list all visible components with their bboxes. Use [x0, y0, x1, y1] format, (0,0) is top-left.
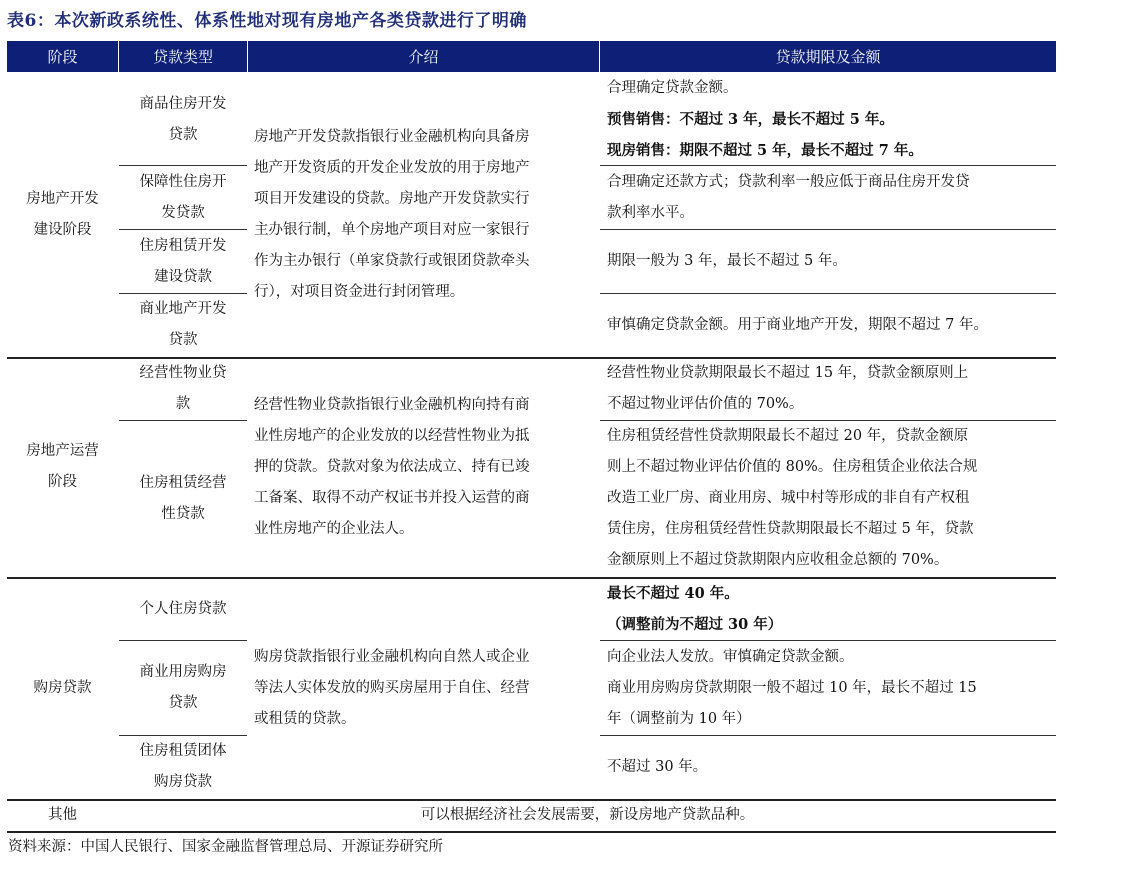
loan-type-cell — [119, 166, 247, 229]
other-text: 可以根据经济社会发展需要，新设房地产贷款品种。 — [420, 806, 755, 823]
cell-divider — [600, 640, 1056, 641]
cell-divider — [600, 229, 1056, 230]
term-line: 合理确定还款方式；贷款利率一般应低于商品住房开发贷 — [607, 173, 970, 190]
intro-line: 等法人实体发放的购买房屋用于自住、经营 — [254, 679, 530, 696]
other-text-cell — [119, 800, 1056, 830]
loan-type-text: 购房贷款 — [154, 774, 212, 790]
cell-divider — [119, 293, 247, 294]
intro-cell — [254, 358, 599, 576]
intro-line: 或租赁的贷款。 — [254, 710, 356, 727]
cell-divider — [600, 165, 1056, 166]
term-line: 商业用房购房贷款期限一般不超过 10 年，最长不超过 15 — [607, 679, 977, 696]
loan-type-text: 建设贷款 — [154, 268, 212, 285]
term-line: 不超过物业评估价值的 70%。 — [607, 396, 804, 412]
cell-divider — [600, 420, 1056, 421]
term-cell — [607, 166, 1056, 229]
intro-line: 地产开发资质的开发企业发放的用于房地产 — [254, 160, 530, 176]
loan-type-text: 发贷款 — [161, 204, 205, 221]
term-line: （调整前为不超过 30 年） — [607, 616, 783, 633]
term-line: 期限一般为 3 年，最长不超过 5 年。 — [607, 253, 847, 269]
term-cell — [607, 736, 1056, 798]
cell-divider — [119, 420, 247, 421]
loan-type-cell — [119, 294, 247, 356]
term-cell — [607, 230, 1056, 293]
term-line: 住房租赁经营性贷款期限最长不超过 20 年，贷款金额原 — [607, 428, 969, 444]
cell-divider — [119, 640, 247, 641]
header-term-amount: 贷款期限及金额 — [600, 41, 1056, 72]
loan-type-text: 经营性物业贷 — [139, 365, 227, 381]
stage-text: 房地产开发 — [26, 191, 99, 207]
term-line: 赁住房，住房租赁经营性贷款期限最长不超过 5 年，贷款 — [607, 521, 974, 537]
loan-type-text: 商业地产开发 — [139, 301, 227, 317]
row-divider — [7, 577, 1056, 579]
term-cell — [607, 578, 1056, 640]
stage-cell — [7, 578, 118, 798]
loan-type-text: 商业用房购房 — [139, 664, 227, 680]
intro-line: 房地产开发贷款指银行业金融机构向具备房 — [254, 129, 530, 145]
cell-divider — [119, 735, 247, 736]
term-line: 经营性物业贷款期限最长不超过 15 年，贷款金额原则上 — [607, 365, 969, 381]
loan-type-cell — [119, 736, 247, 798]
cell-divider — [119, 165, 247, 166]
loan-type-text: 款 — [175, 396, 191, 412]
term-cell — [607, 74, 1056, 165]
loan-type-cell — [119, 74, 247, 165]
header-loan-type: 贷款类型 — [119, 41, 247, 72]
term-line: 审慎确定贷款金额。用于商业地产开发，期限不超过 7 年。 — [607, 316, 988, 333]
cell-divider — [600, 293, 1056, 294]
intro-line: 项目开发建设的贷款。房地产开发贷款实行 — [254, 191, 530, 207]
term-line: 向企业法人发放。审慎确定贷款金额。 — [607, 648, 854, 665]
intro-line: 主办银行制，单个房地产项目对应一家银行 — [254, 222, 530, 238]
term-line: 现房销售：期限不超过 5 年，最长不超过 7 年。 — [607, 142, 923, 159]
term-cell — [607, 294, 1056, 356]
intro-line: 经营性物业贷款指银行业金融机构向持有商 — [254, 396, 530, 413]
cell-divider — [600, 735, 1056, 736]
term-line: 款利率水平。 — [607, 204, 694, 221]
loan-type-text: 住房租赁开发 — [139, 237, 227, 254]
loan-type-text: 住房租赁经营 — [139, 474, 227, 491]
loan-type-text: 商品住房开发 — [139, 95, 227, 112]
intro-line: 业性房地产的企业发放的以经营性物业为抵 — [254, 427, 530, 444]
loan-type-cell — [119, 421, 247, 576]
source-note: 资料来源：中国人民银行、国家金融监督管理总局、开源证券研究所 — [8, 839, 443, 855]
intro-line: 押的贷款。贷款对象为依法成立、持有已竣 — [254, 458, 530, 475]
intro-line: 工备案、取得不动产权证书并投入运营的商 — [254, 489, 530, 506]
loan-type-text: 住房租赁团体 — [139, 743, 227, 759]
cell-divider — [119, 229, 247, 230]
loan-type-cell — [119, 578, 247, 640]
loan-type-text: 贷款 — [168, 126, 198, 143]
stage-text: 房地产运营 — [26, 443, 99, 459]
term-line: 改造工业厂房、商业用房、城中村等形成的非自有产权租 — [607, 490, 970, 506]
loan-type-text: 贷款 — [168, 695, 198, 711]
table-title: 表6：本次新政系统性、体系性地对现有房地产各类贷款进行了明确 — [7, 11, 527, 31]
term-line: 年（调整前为 10 年） — [607, 710, 751, 727]
loan-type-cell — [119, 641, 247, 735]
header-intro: 介绍 — [248, 41, 599, 72]
intro-line: 业性房地产的企业法人。 — [254, 520, 414, 537]
term-cell — [607, 358, 1056, 420]
stage-cell — [7, 74, 118, 356]
stage-text: 其他 — [48, 806, 77, 823]
stage-text: 建设阶段 — [33, 222, 92, 238]
intro-cell — [254, 578, 599, 798]
term-cell — [607, 641, 1056, 735]
row-divider — [7, 799, 1056, 801]
term-line: 最长不超过 40 年。 — [607, 585, 739, 602]
header-stage: 阶段 — [7, 41, 118, 72]
intro-line: 行），对项目资金进行封闭管理。 — [254, 284, 465, 300]
loan-type-text: 保障性住房开 — [139, 173, 227, 190]
term-line: 则上不超过物业评估价值的 80%。住房租赁企业依法合规 — [607, 459, 978, 475]
loan-type-cell — [119, 358, 247, 420]
loan-type-text: 贷款 — [168, 332, 198, 348]
intro-line: 购房贷款指银行业金融机构向自然人或企业 — [254, 648, 530, 665]
stage-text: 阶段 — [48, 474, 77, 490]
stage-cell — [7, 358, 118, 576]
term-line: 不超过 30 年。 — [607, 758, 708, 775]
intro-line: 作为主办银行（单家贷款行或银团贷款牵头 — [254, 253, 530, 269]
term-line: 金额原则上不超过贷款期限内应收租金总额的 70%。 — [607, 552, 949, 568]
intro-cell — [254, 74, 599, 356]
row-divider — [7, 357, 1056, 359]
loan-type-cell — [119, 230, 247, 293]
term-line: 合理确定贷款金额。 — [607, 80, 738, 96]
term-cell — [607, 421, 1056, 576]
stage-text: 购房贷款 — [33, 679, 92, 696]
term-line: 预售销售：不超过 3 年，最长不超过 5 年。 — [607, 111, 894, 128]
loan-type-text: 个人住房贷款 — [139, 600, 227, 617]
table-bottom-rule — [7, 831, 1056, 833]
stage-cell — [7, 800, 118, 830]
loan-type-text: 性贷款 — [161, 505, 205, 522]
